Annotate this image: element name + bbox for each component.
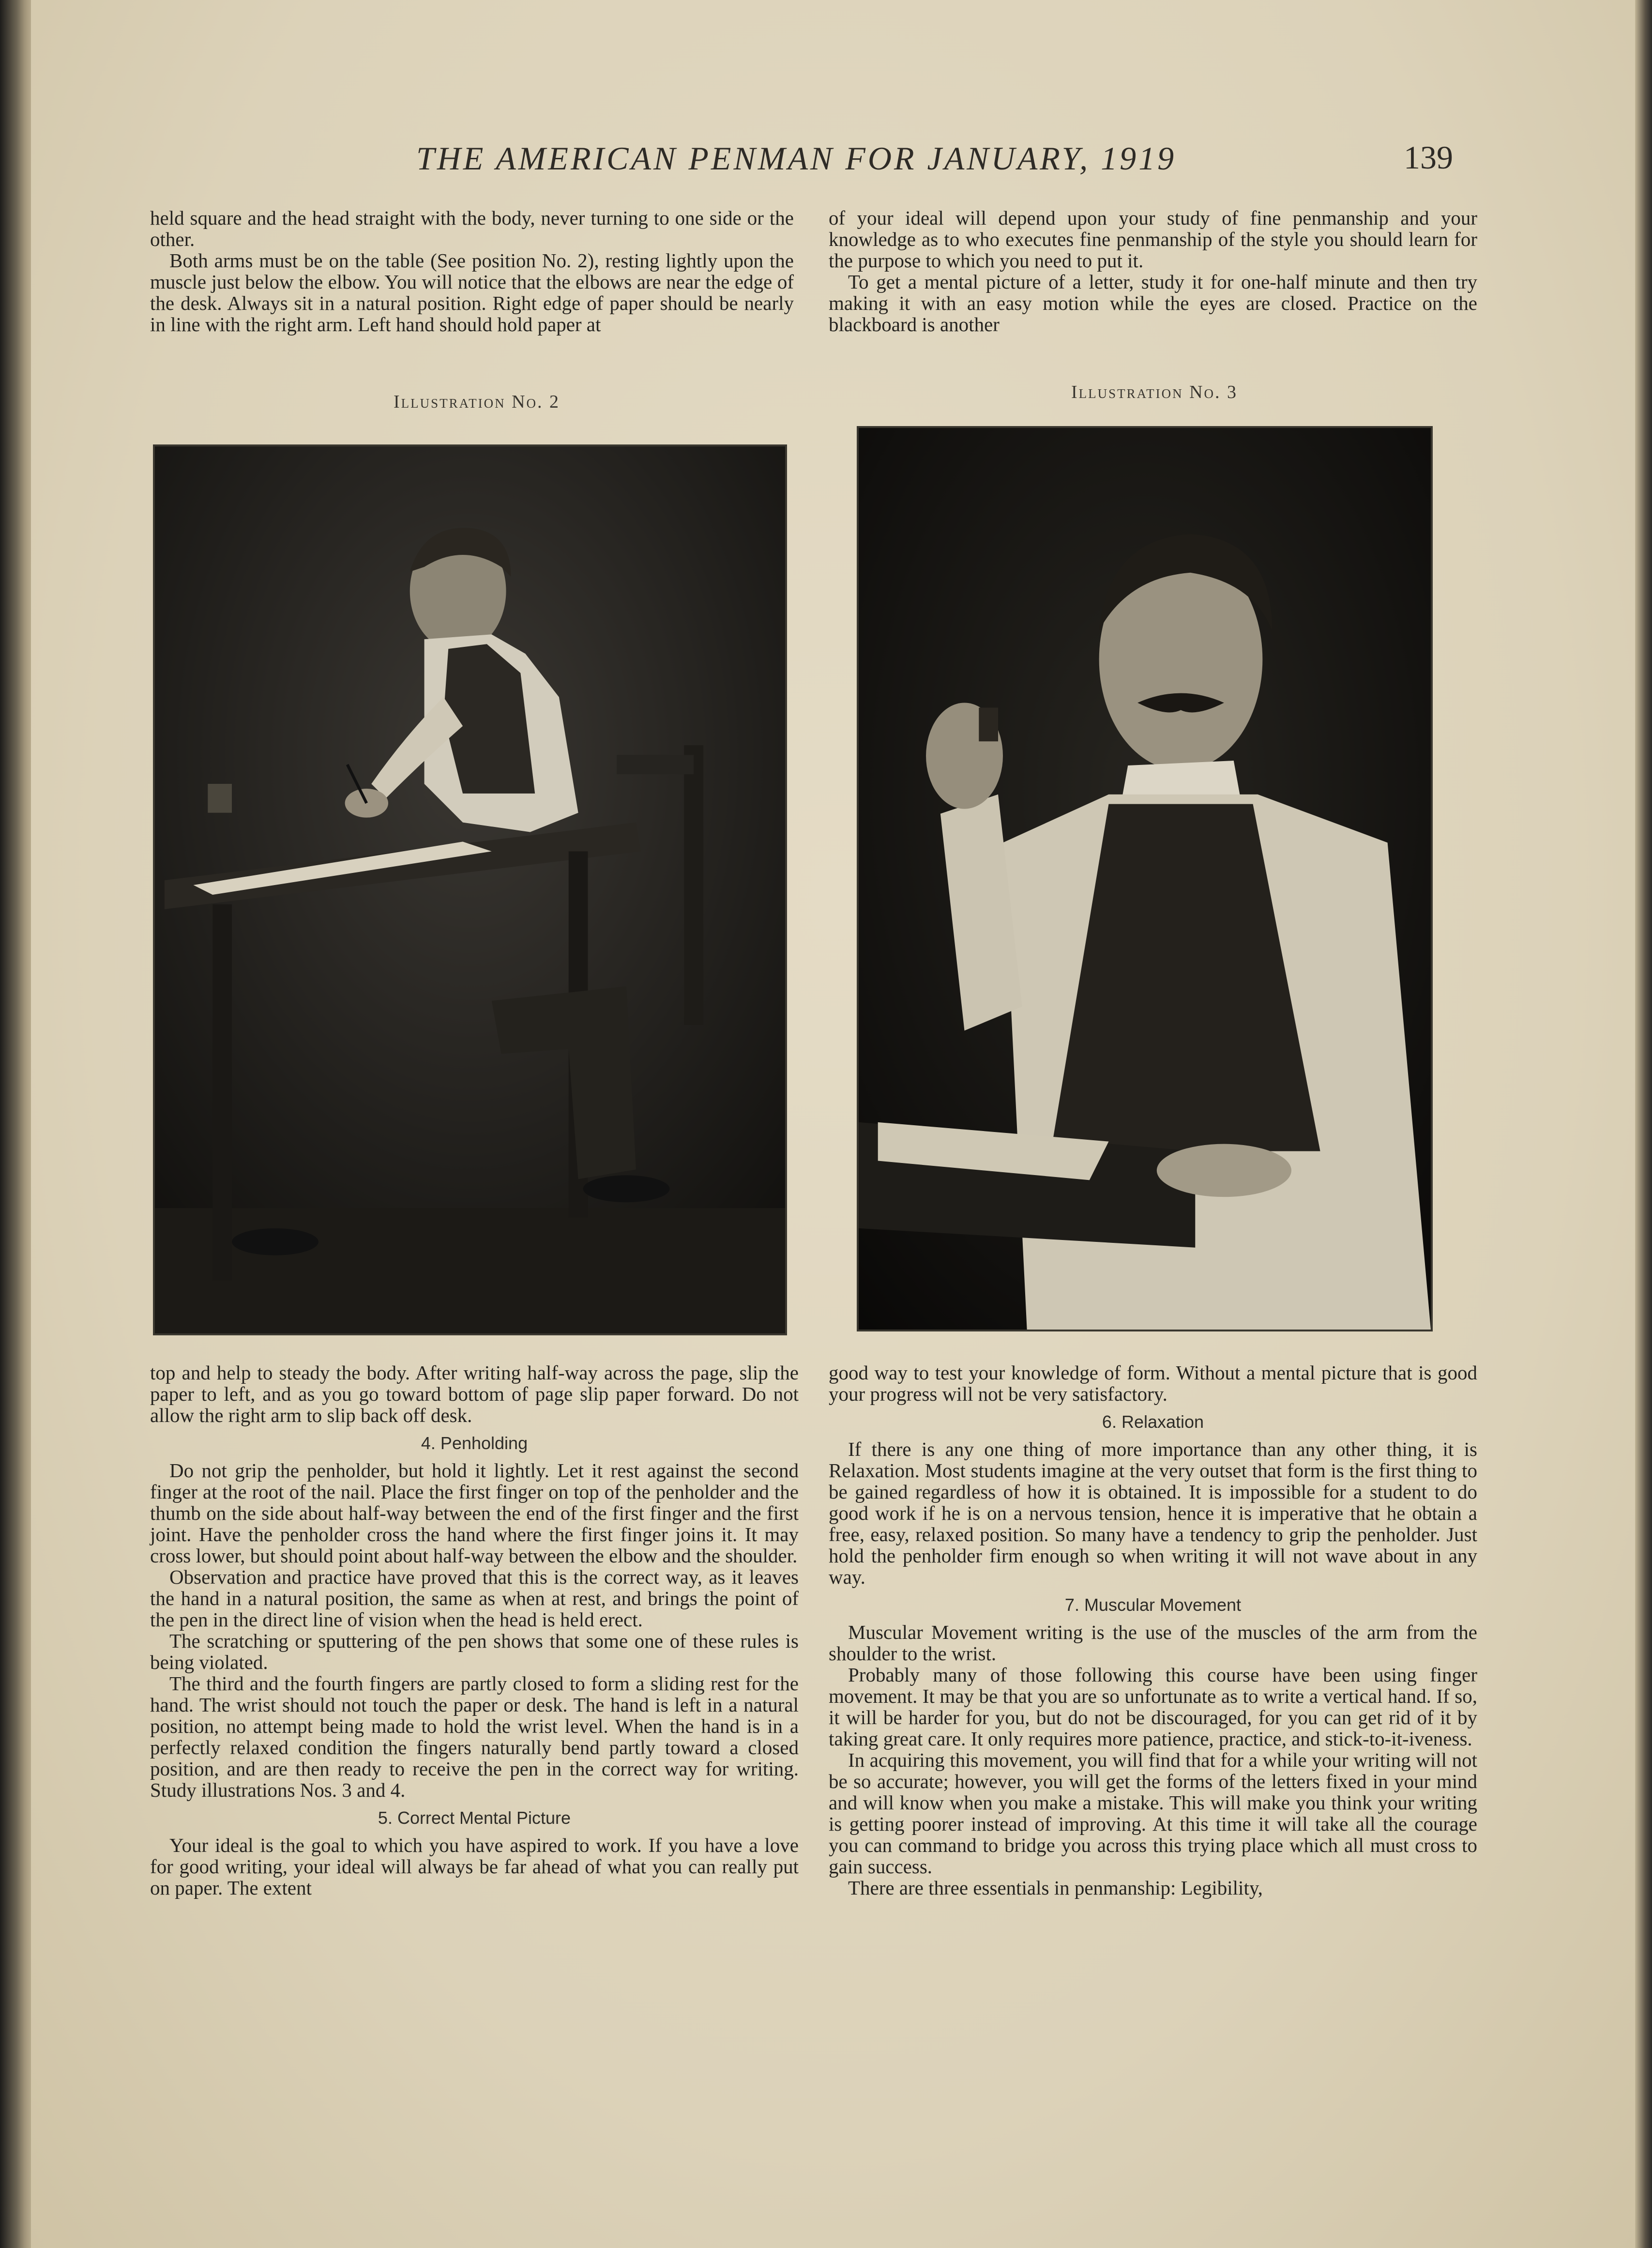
paragraph: In acquiring this movement, you will find that for a while your writing will not be so accurate; however, you will get the forms of the letters fixed in your mind and will know when you make a mistake. This will make you think your writing is getting poorer instead of improving. At this time it will take all the courage you can command to bridge you across this trying place which all must cross to gain success.: [829, 1749, 1477, 1878]
paragraph: Do not grip the penholder, but hold it lightly. Let it rest against the second finger at the root of the nail. Place the first finger on top of the penholder and the thumb on the side about half-way between the end of the first finger and the first joint. Have the penholder cross the hand where the first finger joins it. It may cross lower, but should point about half-way between the elbow and the shoulder.: [150, 1459, 799, 1567]
portrait-with-pen-image: [859, 428, 1431, 1330]
paragraph: The third and the fourth fingers are partly closed to form a sliding rest for the hand. The wrist should not touch the paper or desk. The hand is left in a natural position, no attempt being made to hold the wrist level. When the hand is in a perfectly relaxed condition the fingers naturally bend partly toward a closed position, and are then ready to receive the pen in the correct way for writing. Study illustrations Nos. 3 and 4.: [150, 1672, 799, 1801]
running-title: THE AMERICAN PENMAN FOR JANUARY, 1919: [416, 140, 1177, 177]
section-heading-relaxation: 6. Relaxation: [1102, 1412, 1204, 1432]
paragraph: The scratching or sputtering of the pen shows that some one of these rules is being violated.: [150, 1630, 799, 1673]
paragraph: held square and the head straight with the body, never turning to one side or the other.: [150, 207, 794, 250]
paragraph: Probably many of those following this course have been using finger movement. It may be that you are so unfortunate as to write a vertical hand. If so, it will be harder for you, but do not be discouraged, for you can get rid of it by taking great care. It only requires more patience, practice, and stick-to-it-iveness.: [829, 1664, 1477, 1750]
section-heading-muscular-movement: 7. Muscular Movement: [1064, 1595, 1242, 1615]
paragraph: If there is any one thing of more importance than any other thing, it is Relaxation. Most students imagine at the very outset that form is the first thing to be gained regardless of how it is obtained. It is impossible for a student to do good work if he is on a nervous tension, hence it is imperative that he obtain a free, easy, relaxed position. So many have a tendency to grip the penholder. Just hold the penholder firm enough so when writing it will not wave about in any way.: [829, 1438, 1477, 1588]
bottom-right-column: [829, 1362, 1477, 1898]
paragraph: top and help to steady the body. After writing half-way across the page, slip the paper to left, and as you go toward bottom of page slip paper forward. Do not allow the right arm to slip back off desk.: [150, 1361, 799, 1426]
seated-writer-image: [155, 446, 785, 1333]
paragraph: There are three essentials in penmanship: Legibility,: [848, 1877, 1263, 1899]
page-edge-shadow: [1635, 0, 1652, 2248]
top-left-column: [150, 207, 794, 335]
illustration-3-photo: [857, 426, 1433, 1331]
paragraph: good way to test your knowledge of form. Without a mental picture that is good your progress will not be very satisfactory.: [829, 1361, 1477, 1405]
paragraph: of your ideal will depend upon your study of fine penmanship and your knowledge as to who executes fine penmanship of the style you should learn for the purpose to which you need to put it.: [829, 207, 1477, 272]
bottom-left-column: [150, 1362, 799, 1898]
page-number: 139: [1404, 139, 1453, 176]
top-right-column: [829, 207, 1477, 335]
paragraph: Both arms must be on the table (See position No. 2), resting lightly upon the muscle just below the elbow. You will notice that the elbows are near the edge of the desk. Always sit in a natural position. Right edge of paper should be nearly in line with the right arm. Left hand should hold paper at: [150, 249, 794, 336]
illustration-2-caption: Illustration No. 2: [393, 392, 561, 412]
illustration-2-photo: [153, 444, 787, 1335]
paragraph: Muscular Movement writing is the use of the muscles of the arm from the shoulder to the wrist.: [829, 1621, 1477, 1665]
paragraph: Observation and practice have proved that this is the correct way, as it leaves the hand in a natural position, the same as when at rest, and brings the point of the pen in the direct line of vision when the head is held erect.: [150, 1566, 799, 1631]
section-heading-penholding: 4. Penholding: [421, 1433, 528, 1453]
book-spine-shadow: [0, 0, 31, 2248]
section-heading-mental-picture: 5. Correct Mental Picture: [378, 1808, 571, 1828]
paragraph: To get a mental picture of a letter, study it for one-half minute and then try making it with an easy motion while the eyes are closed. Practice on the blackboard is another: [829, 271, 1477, 336]
paragraph: Your ideal is the goal to which you have aspired to work. If you have a love for good writing, your ideal will always be far ahead of what you can really put on paper. The extent: [150, 1834, 799, 1899]
illustration-3-caption: Illustration No. 3: [1071, 382, 1238, 402]
